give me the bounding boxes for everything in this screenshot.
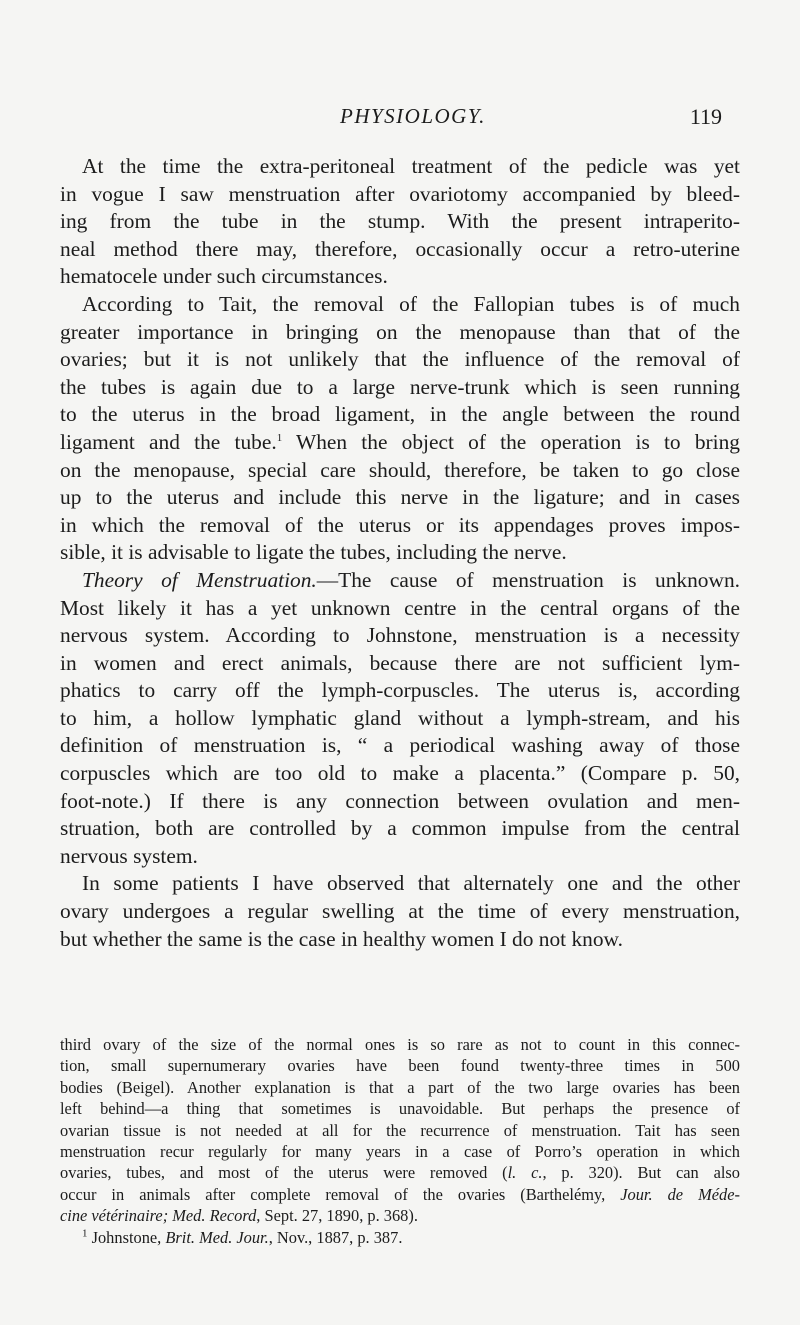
- body-line-part: —The cause of menstruation is unknown.: [316, 567, 740, 592]
- body-line: the tubes is again due to a large nerve-trunk which is seen running: [60, 374, 740, 399]
- footnote-citation: Jour. de Méde-: [620, 1184, 740, 1204]
- footnote-part: occur in animals after complete removal of the ovaries (Barthelémy,: [60, 1184, 621, 1204]
- section-heading: Theory of Menstruation.: [82, 567, 317, 592]
- body-line: on the menopause, special care should, therefore, be taken to go close: [60, 457, 740, 482]
- body-text: [60, 153, 740, 953]
- body-line: to him, a hollow lymphatic gland without a lymph-stream, and his: [60, 705, 740, 730]
- footnote-part: , Nov., 1887, p. 387.: [268, 1227, 403, 1247]
- running-title: PHYSIOLOGY.: [340, 104, 486, 128]
- body-line: foot-note.) If there is any connection between ovulation and men-: [60, 788, 740, 813]
- body-line: ing from the tube in the stump. With the present intraperito-: [60, 209, 740, 234]
- footnote-line: [60, 1227, 740, 1248]
- footnote-line: third ovary of the size of the normal ones is so rare as not to count in this connec-: [60, 1035, 740, 1054]
- footnote-line: [60, 1205, 740, 1226]
- body-line: definition of menstruation is, “ a periodical washing away of those: [60, 733, 740, 758]
- footnote-part: Johnstone,: [91, 1227, 166, 1247]
- body-line: At the time the extra-peritoneal treatment of the pedicle was yet: [82, 154, 740, 178]
- body-line: in vogue I saw menstruation after ovariotomy accompanied by bleed-: [60, 181, 740, 206]
- body-line: nervous system. According to Johnstone, menstruation is a necessity: [60, 623, 740, 648]
- footnote-line: ovarian tissue is not needed at all for the recurrence of menstruation. Tait has seen: [60, 1120, 740, 1140]
- body-line: [60, 567, 740, 595]
- body-line: [60, 429, 740, 457]
- footnote-part: , Sept. 27, 1890, p. 368).: [256, 1206, 418, 1226]
- body-line: ovary undergoes a regular swelling at the time of every menstruation,: [60, 899, 740, 924]
- body-line: In some patients I have observed that alternately one and the other: [82, 871, 740, 896]
- footnote-citation: l. c.: [507, 1163, 543, 1183]
- footnote-ref: 1: [276, 431, 283, 444]
- footnotes: [60, 1034, 740, 1248]
- footnote-citation: cine vétérinaire; Med. Record: [60, 1206, 257, 1226]
- body-line: sible, it is advisable to ligate the tubes, including the nerve.: [60, 540, 567, 565]
- footnote-line: bodies (Beigel). Another explanation is that a part of the two large ovaries has been: [60, 1077, 740, 1097]
- footnote-line: [60, 1184, 740, 1205]
- body-line-part: When the object of the operation is to bring: [296, 429, 740, 454]
- body-line-part: ligament and the tube.: [60, 429, 277, 454]
- footnote-line: [60, 1162, 740, 1183]
- footnote-marker: 1: [82, 1227, 88, 1240]
- footnote-line: menstruation recur regularly for many years in a case of Porro’s operation in which: [60, 1142, 740, 1162]
- body-line: Most likely it has a yet unknown centre in the central organs of the: [60, 595, 740, 620]
- body-line: but whether the same is the case in healthy women I do not know.: [60, 926, 623, 951]
- body-line: greater importance in bringing on the menopause than that of the: [60, 319, 740, 344]
- body-line: in women and erect animals, because there are not sufficient lym-: [60, 650, 740, 675]
- body-line: in which the removal of the uterus or its appendages proves impos-: [60, 512, 740, 537]
- body-line: According to Tait, the removal of the Fallopian tubes is of much: [82, 291, 740, 316]
- footnote-line: left behind—a thing that sometimes is unavoidable. But perhaps the presence of: [60, 1099, 740, 1119]
- body-line: struation, both are controlled by a common impulse from the central: [60, 816, 740, 841]
- body-line: corpuscles which are too old to make a placenta.” (Compare p. 50,: [60, 761, 740, 786]
- footnote-citation: Brit. Med. Jour.: [165, 1227, 269, 1247]
- page-number: 119: [689, 104, 722, 129]
- body-line: hematocele under such circumstances.: [60, 264, 388, 289]
- running-head: [0, 104, 800, 134]
- footnote-part: , p. 320). But can also: [542, 1163, 740, 1183]
- body-line: nervous system.: [60, 843, 198, 868]
- body-line: neal method there may, therefore, occasionally occur a retro-uterine: [60, 236, 740, 261]
- body-line: to the uterus in the broad ligament, in the angle between the round: [60, 402, 740, 427]
- footnote-part: ovaries, tubes, and most of the uterus were removed (: [60, 1163, 508, 1183]
- footnote-line: tion, small supernumerary ovaries have been found twenty-three times in 500: [60, 1056, 740, 1076]
- body-line: ovaries; but it is not unlikely that the influence of the removal of: [60, 347, 740, 372]
- body-line: up to the uterus and include this nerve in the ligature; and in cases: [60, 485, 740, 510]
- body-line: phatics to carry off the lymph-corpuscles. The uterus is, according: [60, 678, 740, 703]
